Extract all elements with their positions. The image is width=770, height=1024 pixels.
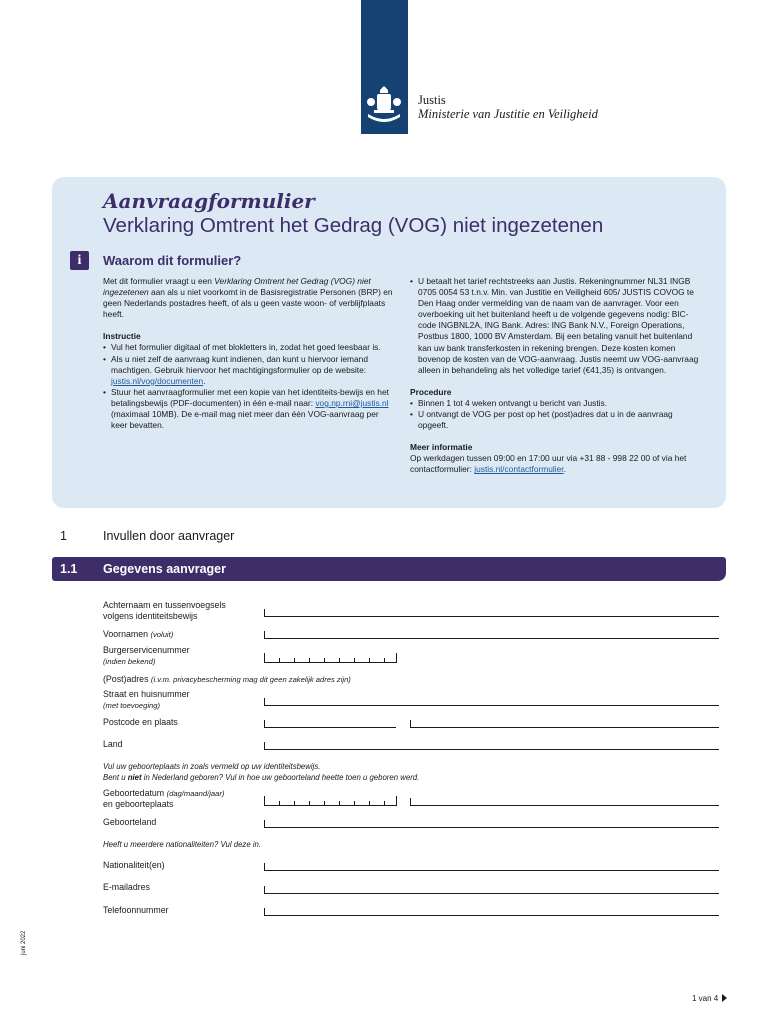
side-date: juni 2022 bbox=[21, 930, 27, 955]
org-subtitle: Ministerie van Justitie en Veiligheid bbox=[418, 107, 598, 121]
list-item: • U betaalt het tarief rechtstreeks aan Justis. Rekeningnummer NL31 INGB 0705 0054 53 t.n.v. Min. van Justitie en Veiligheid 605/ JUSTIS COVOG te Den Haag onder vermelding van de naam van de aanvrager. Voor een overboeking uit het buitenland heeft u de volgende gegevens nodig: BIC-code INGBNL2A, ING Bank. Adres: ING Bank N.V., Foreign Operations, Postbus 1800, 1000 BV Amsterdam. Bij een betaling vanuit het buitenland kan uw bank transferkosten in rekening brengen. Deze kosten komen bovenop de kosten van de VOG-aanvraag. Justis neemt uw VOG-aanvraag alleen in behandeling als het volledige tarief (€41,35) is ontvangen. bbox=[410, 276, 705, 376]
email-link[interactable]: vog.np.rni@justis.nl bbox=[315, 397, 389, 408]
list-item: • Vul het formulier digitaal of met blokletters in, zodat het goed leesbaar is. bbox=[103, 342, 393, 353]
postcode-label: Postcode en plaats bbox=[103, 717, 178, 727]
telefoon-field[interactable] bbox=[264, 908, 719, 916]
section-number: 1 bbox=[60, 529, 67, 543]
bsn-label: Burgerservicenummer (indien bekend) bbox=[103, 645, 190, 666]
voornamen-field[interactable] bbox=[264, 631, 719, 639]
postcode-field[interactable] bbox=[264, 720, 396, 728]
meer-paragraph: Op werkdagen tussen 09:00 en 17:00 uur via +31 88 - 998 22 00 of via het contactformulier: justis.nl/contactformulier. bbox=[410, 453, 687, 475]
meer-heading: Meer informatie bbox=[410, 442, 473, 453]
next-page-arrow-icon[interactable] bbox=[722, 994, 727, 1002]
geboorte-note: Vul uw geboorteplaats in zoals vermeld op uw identiteitsbewijs. Bent u niet in Nederland geboren? Vul in hoe uw geboorteland heette toen u geboren werd. bbox=[103, 762, 420, 782]
subsection-title: Gegevens aanvrager bbox=[103, 562, 226, 576]
form-title: Aanvraagformulier bbox=[103, 189, 315, 213]
list-item: • Stuur het aanvraagformulier met een kopie van het identiteits-bewijs en het betalingsbewijs (PDF-documenten) in één e-mail naar: vog.np.rni@justis.nl (maximaal 10MB). De e-mail mag niet meer dan één VOG-aanvraag per keer bevatten. bbox=[103, 387, 393, 431]
info-right-column bbox=[410, 276, 705, 476]
info-left-column bbox=[103, 276, 393, 431]
land-field[interactable] bbox=[264, 742, 719, 750]
straat-field[interactable] bbox=[264, 698, 719, 706]
why-heading: Waarom dit formulier? bbox=[103, 253, 242, 268]
bsn-field[interactable] bbox=[264, 653, 397, 663]
betaling-list bbox=[410, 276, 705, 376]
list-item: • U ontvangt de VOG per post op het (post)adres dat u in de aanvraag opgeeft. bbox=[410, 409, 705, 431]
email-field[interactable] bbox=[264, 886, 719, 894]
documenten-link[interactable]: justis.nl/vog/documenten bbox=[111, 375, 204, 386]
procedure-heading: Procedure bbox=[410, 386, 452, 397]
form-subtitle: Verklaring Omtrent het Gedrag (VOG) niet ingezetenen bbox=[103, 214, 604, 237]
plaats-field[interactable] bbox=[410, 720, 719, 728]
instructie-heading: Instructie bbox=[103, 331, 141, 342]
geboortedatum-label: Geboortedatum (dag/maand/jaar) en geboorteplaats bbox=[103, 788, 225, 809]
geboortedatum-field[interactable] bbox=[264, 796, 397, 806]
straat-label: Straat en huisnummer (met toevoeging) bbox=[103, 689, 190, 710]
org-name: Justis bbox=[418, 93, 446, 107]
telefoon-label: Telefoonnummer bbox=[103, 905, 169, 915]
procedure-list bbox=[410, 398, 705, 431]
email-label: E-mailadres bbox=[103, 882, 150, 892]
instructie-list bbox=[103, 342, 393, 431]
page-number: 1 van 4 bbox=[692, 994, 719, 1003]
list-item: • Als u niet zelf de aanvraag kunt indienen, dan kunt u hiervoor iemand machtigen. Gebruik hiervoor het machtigingsformulier op de website: justis.nl/vog/documenten. bbox=[103, 354, 393, 387]
subsection-number: 1.1 bbox=[60, 562, 78, 576]
nationaliteit-field[interactable] bbox=[264, 863, 719, 871]
geboorteland-label: Geboorteland bbox=[103, 817, 157, 827]
intro-paragraph: Met dit formulier vraagt u een Verklaring Omtrent het Gedrag (VOG) niet ingezetenen aan als u niet voorkomt in de Basisregistratie Personen (BRP) en geen Nederlands postadres heeft, of als u geen vaste woon- of verblijfplaats heeft. bbox=[103, 276, 393, 320]
nationaliteit-note: Heeft u meerdere nationaliteiten? Vul deze in. bbox=[103, 840, 262, 849]
postadres-label: (Post)adres (i.v.m. privacybescherming mag dit geen zakelijk adres zijn) bbox=[103, 674, 351, 684]
nationaliteit-label: Nationaliteit(en) bbox=[103, 860, 165, 870]
contact-link[interactable]: justis.nl/contactformulier bbox=[474, 464, 564, 475]
geboorteland-field[interactable] bbox=[264, 820, 719, 828]
info-icon: i bbox=[70, 251, 89, 270]
list-item: • Binnen 1 tot 4 weken ontvangt u bericht van Justis. bbox=[410, 398, 705, 409]
achternaam-field[interactable] bbox=[264, 609, 719, 617]
section-title: Invullen door aanvrager bbox=[103, 529, 235, 543]
crest-icon bbox=[364, 84, 404, 126]
voornamen-label: Voornamen (voluit) bbox=[103, 629, 174, 639]
achternaam-label: Achternaam en tussenvoegsels volgens identiteitsbewijs bbox=[103, 600, 226, 621]
geboorteplaats-field[interactable] bbox=[410, 798, 719, 806]
land-label: Land bbox=[103, 739, 123, 749]
